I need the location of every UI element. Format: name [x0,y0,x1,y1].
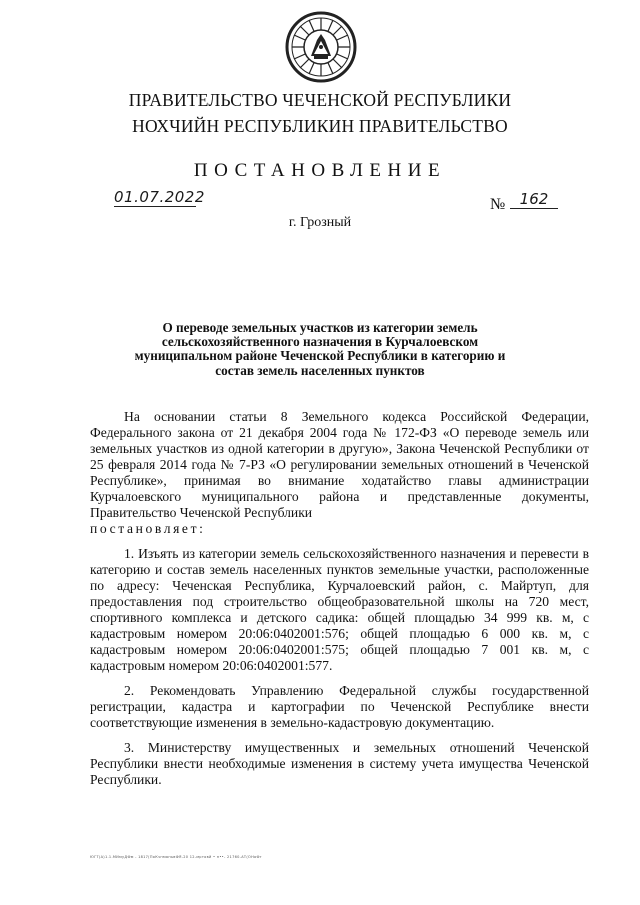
document-number: 162 [510,190,558,209]
item-paragraph-1: 1. Изъять из категории земель сельскохозяйственного назначения и перевести в категорию и состав земель населенных пунктов земельные участки, расположенные по адресу: Чеченская Республика, Курчалоевский район, с. Майртуп, для предоставления под строительство общеобразовательной школы на 720 мест, спортивного комплекса и детского садика: общей площадью 34 999 кв. м, с кадастровым номером 20:06:0402001:576; общей площадью 6 000 кв. м, с кадастровым номером 20:06:0402001:575; общей площадью 7 001 кв. м, с кадастровым номером 20:06:0402001:577. [90,546,589,673]
city-name: г. Грозный [288,215,352,230]
print-code-footer: ЮГТ(А)1.1.МИмуДФм - 1817(ПоКчнманьвФЯ-20 12-мртовй • н••- 21760-АТ(ОНоФг [90,855,262,859]
document-date: 01.07.2022 [114,188,205,206]
document-subject: О переводе земельных участков из категории земель сельскохозяйственного назначения в Курчалоевском муниципальном районе Чеченской Республики в категорию и состав земель населенных пунктов [134,320,506,378]
chechen-republic-emblem-icon [284,10,358,84]
resolves-line: постановляет: [90,521,206,536]
document-body [90,409,589,788]
government-name-russian: ПРАВИТЕЛЬСТВО ЧЕЧЕНСКОЙ РЕСПУБЛИКИ [128,90,512,110]
item-paragraph-3: 3. Министерству имущественных и земельных отношений Чеченской Республики внести необходимые изменения в систему учета имущества Чеченской Республики. [90,740,589,787]
government-name-chechen: НОХЧИЙН РЕСПУБЛИКИН ПРАВИТЕЛЬСТВО [132,116,508,136]
document-type-title: ПОСТАНОВЛЕНИЕ [193,160,447,181]
preamble-paragraph: На основании статьи 8 Земельного кодекса Российской Федерации, Федерального закона от 21 декабря 2004 года № 172-ФЗ «О переводе земель или земельных участков из одной категории в другую», Закона Чеченской Республики от 25 февраля 2014 года № 7-РЗ «О регулировании земельных отношений в Чеченской Республике», принимая во внимание ходатайство главы администрации Курчалоевского муниципального района и представленные документы, Правительство Чеченской Республики [90,409,589,520]
number-label: № [490,196,506,213]
item-paragraph-2: 2. Рекомендовать Управлению Федеральной службы государственной регистрации, кадастра и картографии по Чеченской Республике внести соответствующие изменения в земельно-кадастровую документацию. [90,683,589,730]
